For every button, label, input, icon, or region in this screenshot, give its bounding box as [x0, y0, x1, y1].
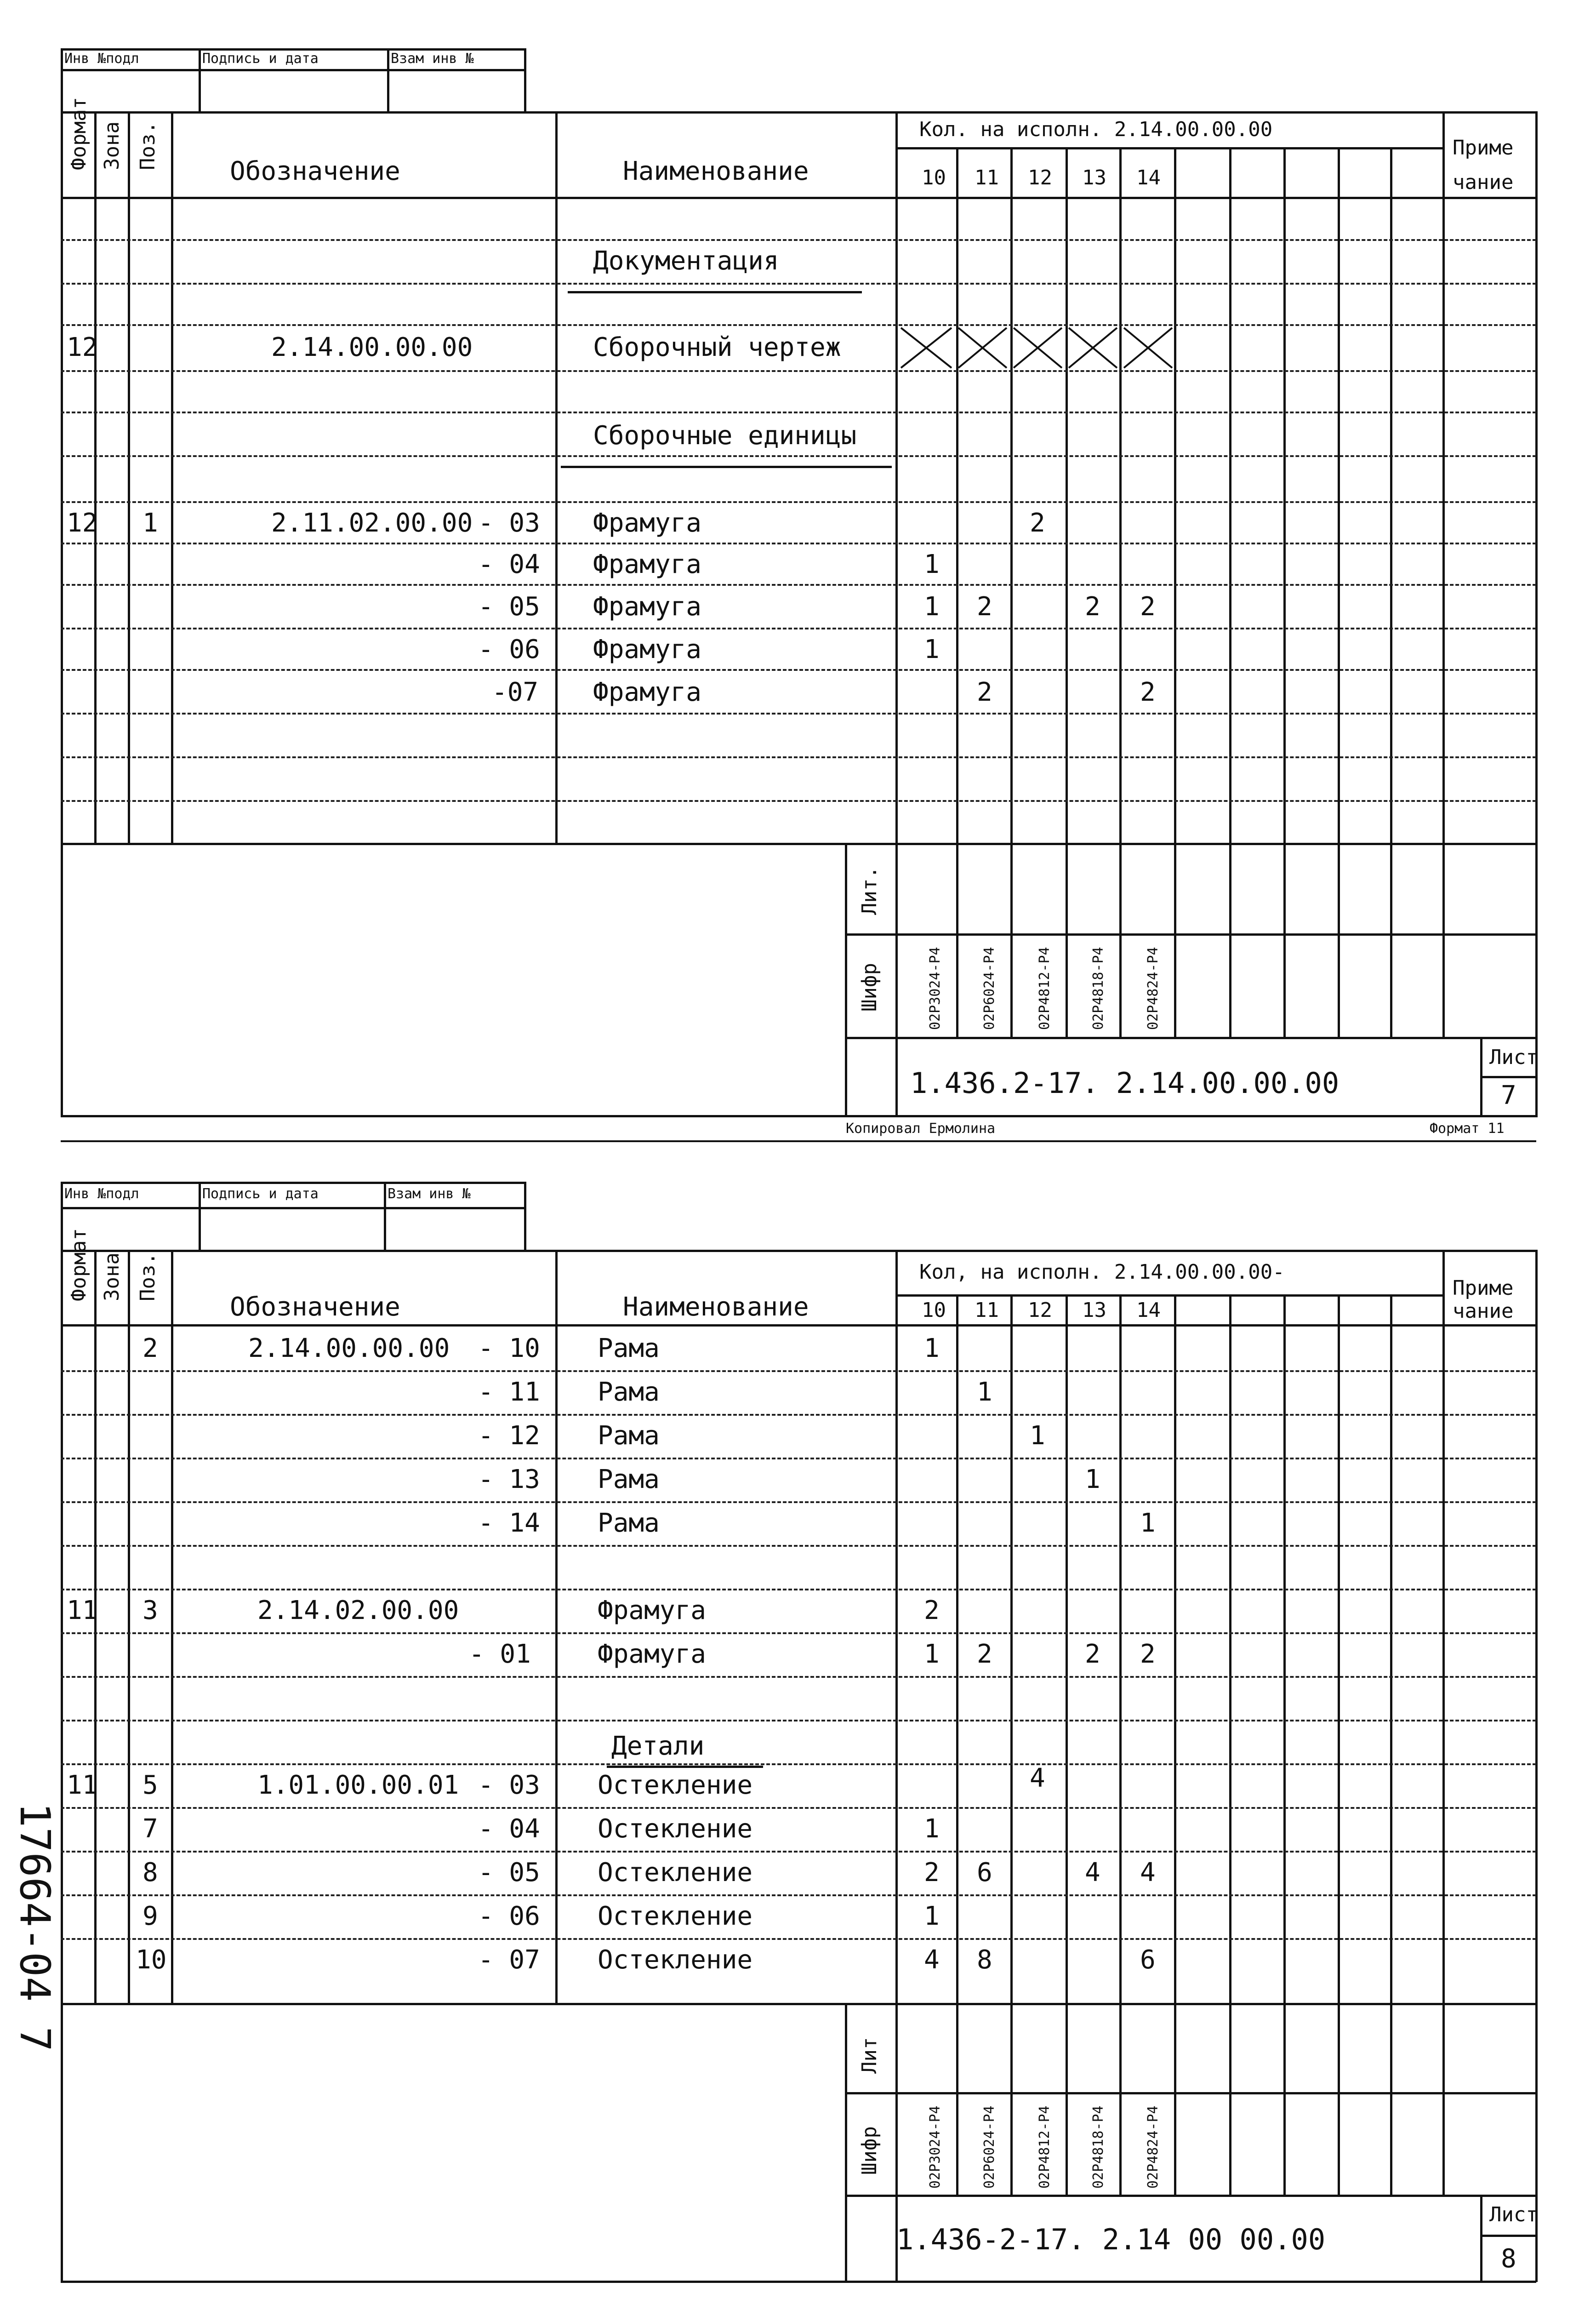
cell-oboz: 2.14.02.00.00: [257, 1596, 459, 1625]
stamp-sign: Подпись и дата: [202, 1186, 319, 1202]
cell-qty: 1: [1030, 1421, 1045, 1451]
cell-suffix: - 05: [478, 1858, 540, 1887]
cell-qty: 4: [924, 1945, 940, 1975]
stamp-inv: Инв №подл: [64, 51, 139, 67]
cell-suffix: - 03: [478, 1770, 540, 1800]
shifr-label: Шифр: [858, 963, 881, 1012]
hdr-col: 10: [922, 166, 946, 189]
hdr-prim2: чание: [1453, 171, 1514, 194]
cell-format: 11: [67, 1596, 98, 1625]
cipher-code: 02Р4812-Р4: [1037, 947, 1053, 1030]
cell-suffix: - 04: [478, 1814, 540, 1844]
cell-qty: 2: [1140, 1639, 1156, 1669]
cell-suffix: - 12: [478, 1421, 540, 1451]
hdr-format: Формат: [67, 97, 91, 170]
cell-qty: 1: [1085, 1464, 1100, 1494]
cell-qty: 2: [1030, 508, 1045, 538]
cell-qty: 2: [924, 1596, 940, 1625]
stamp-vzam: Взам инв №: [388, 1186, 471, 1202]
cell-qty: 2: [1085, 1639, 1100, 1669]
hdr-zona: Зона: [100, 1252, 124, 1301]
list-number: 7: [1501, 1081, 1516, 1110]
sheet-1: [0, 0, 1596, 1140]
cell-format: 12: [67, 332, 98, 362]
cell-qty: 2: [977, 677, 992, 707]
cell-naim: Рама: [598, 1421, 660, 1451]
cell-suffix: - 05: [478, 592, 540, 622]
cell-qty: 1: [977, 1377, 992, 1407]
list-label: Лист: [1489, 1046, 1538, 1069]
cipher-code: 02Р4824-Р4: [1145, 947, 1161, 1030]
cell-poz: 3: [142, 1596, 158, 1625]
section-parts: Детали: [611, 1731, 705, 1761]
list-label: Лист: [1489, 2203, 1538, 2226]
hdr-format: Формат: [67, 1228, 91, 1301]
cipher-code: 02Р4818-Р4: [1090, 2105, 1106, 2189]
cell-naim: Рама: [598, 1464, 660, 1494]
cipher-code: 02Р4812-Р4: [1037, 2105, 1053, 2189]
cell-naim: Рама: [598, 1377, 660, 1407]
copied-by: Копировал Ермолина: [846, 1121, 996, 1137]
hdr-oboz: Обозначение: [230, 1292, 400, 1322]
stamp-inv: Инв №подл: [64, 1186, 139, 1202]
cell-suffix: -07: [492, 677, 539, 707]
cell-suffix: - 13: [478, 1464, 540, 1494]
cipher-code: 02Р4824-Р4: [1145, 2105, 1161, 2189]
cell-suffix: - 01: [469, 1639, 531, 1669]
hdr-poz: Поз.: [136, 1252, 160, 1301]
cell-qty: 4: [1085, 1858, 1100, 1887]
cell-qty: 1: [924, 1333, 940, 1363]
hdr-col: 12: [1028, 1298, 1052, 1322]
cell-qty: 6: [1140, 1945, 1156, 1975]
cell-suffix: - 10: [478, 1333, 540, 1363]
cipher-code: 02Р3024-Р4: [927, 2105, 943, 2189]
cell-qty: 1: [924, 1639, 940, 1669]
cell-suffix: - 06: [478, 1901, 540, 1931]
hdr-col: 13: [1082, 1298, 1106, 1322]
cell-naim: Рама: [598, 1333, 660, 1363]
hdr-col: 11: [975, 1298, 999, 1322]
cell-qty: 2: [977, 592, 992, 622]
cell-qty: 4: [1030, 1763, 1045, 1793]
hdr-prim2: чание: [1453, 1299, 1514, 1323]
cell-suffix: - 11: [478, 1377, 540, 1407]
hdr-kol: Кол, на исполн. 2.14.00.00.00-: [919, 1260, 1285, 1284]
cell-poz: 9: [142, 1901, 158, 1931]
lit-label: Лит.: [858, 866, 881, 915]
cell-oboz: 2.14.00.00.00: [248, 1333, 450, 1363]
cell-format: 12: [67, 508, 98, 538]
sheet-2: [0, 1163, 1596, 2299]
cell-naim: Фрамуга: [593, 508, 702, 538]
cell-naim: Сборочный чертеж: [593, 332, 841, 362]
cell-poz: 1: [142, 508, 158, 538]
cell-poz: 2: [142, 1333, 158, 1363]
stamp-sign: Подпись и дата: [202, 51, 319, 67]
hdr-naim: Наименование: [623, 156, 809, 186]
hdr-col: 10: [922, 1298, 946, 1322]
section-assemblies: Сборочные единицы: [593, 421, 857, 451]
cell-poz: 5: [142, 1770, 158, 1800]
cell-qty: 2: [1085, 592, 1100, 622]
cell-poz: 8: [142, 1858, 158, 1887]
cell-poz: 10: [136, 1945, 167, 1975]
cell-naim: Остекление: [598, 1814, 753, 1844]
cell-naim: Остекление: [598, 1945, 753, 1975]
cell-naim: Фрамуга: [593, 592, 702, 622]
hdr-prim1: Приме: [1453, 1276, 1514, 1300]
side-number: 17664-04 7: [11, 1802, 59, 2052]
cell-naim: Фрамуга: [598, 1639, 707, 1669]
cell-naim: Фрамуга: [593, 677, 702, 707]
hdr-zona: Зона: [100, 121, 124, 170]
shifr-label: Шифр: [858, 2126, 881, 2175]
cell-qty: 2: [977, 1639, 992, 1669]
cell-format: 11: [67, 1770, 98, 1800]
cell-naim: Фрамуга: [593, 635, 702, 664]
cell-qty: 4: [1140, 1858, 1156, 1887]
hdr-naim: Наименование: [623, 1292, 809, 1322]
cipher-code: 02Р6024-Р4: [981, 947, 998, 1030]
cipher-code: 02Р4818-Р4: [1090, 947, 1106, 1030]
format-label: Формат 11: [1430, 1121, 1505, 1137]
cell-suffix: - 03: [478, 508, 540, 538]
hdr-col: 11: [975, 166, 999, 189]
cell-naim: Фрамуга: [598, 1596, 707, 1625]
cipher-code: 02Р6024-Р4: [981, 2105, 998, 2189]
cell-qty: 1: [924, 635, 940, 664]
hdr-poz: Поз.: [136, 121, 160, 170]
hdr-prim1: Приме: [1453, 136, 1514, 160]
cell-suffix: - 14: [478, 1508, 540, 1538]
cell-oboz: 2.11.02.00.00: [271, 508, 473, 538]
cell-qty: 1: [924, 592, 940, 622]
hdr-oboz: Обозначение: [230, 156, 400, 186]
section-docs: Документация: [593, 246, 779, 276]
hdr-col: 14: [1136, 1298, 1161, 1322]
hdr-col: 14: [1136, 166, 1161, 189]
cell-poz: 7: [142, 1814, 158, 1844]
cell-naim: Остекление: [598, 1770, 753, 1800]
cell-qty: 1: [924, 549, 940, 579]
hdr-col: 12: [1028, 166, 1052, 189]
cell-suffix: - 07: [478, 1945, 540, 1975]
cell-qty: 1: [924, 1814, 940, 1844]
cell-qty: 2: [1140, 677, 1156, 707]
cell-suffix: - 06: [478, 635, 540, 664]
cell-naim: Остекление: [598, 1858, 753, 1887]
cell-suffix: - 04: [478, 549, 540, 579]
doc-designation: 1.436.2-17. 2.14.00.00.00: [910, 1066, 1340, 1100]
cell-naim: Остекление: [598, 1901, 753, 1931]
cell-naim: Фрамуга: [593, 549, 702, 579]
list-number: 8: [1501, 2244, 1516, 2274]
lit-label: Лит: [858, 2037, 881, 2074]
stamp-vzam: Взам инв №: [391, 51, 474, 67]
cell-qty: 2: [924, 1858, 940, 1887]
cell-naim: Рама: [598, 1508, 660, 1538]
cell-qty: 6: [977, 1858, 992, 1887]
cell-qty: 8: [977, 1945, 992, 1975]
cipher-code: 02Р3024-Р4: [927, 947, 943, 1030]
doc-designation: 1.436-2-17. 2.14 00 00.00: [896, 2223, 1326, 2256]
cell-qty: 1: [1140, 1508, 1156, 1538]
cell-qty: 1: [924, 1901, 940, 1931]
crossed-cells-icon: [896, 326, 1177, 370]
cell-oboz: 1.01.00.00.01: [257, 1770, 459, 1800]
cell-oboz: 2.14.00.00.00: [271, 332, 473, 362]
cell-qty: 2: [1140, 592, 1156, 622]
hdr-col: 13: [1082, 166, 1106, 189]
hdr-kol: Кол. на исполн. 2.14.00.00.00: [919, 118, 1273, 141]
